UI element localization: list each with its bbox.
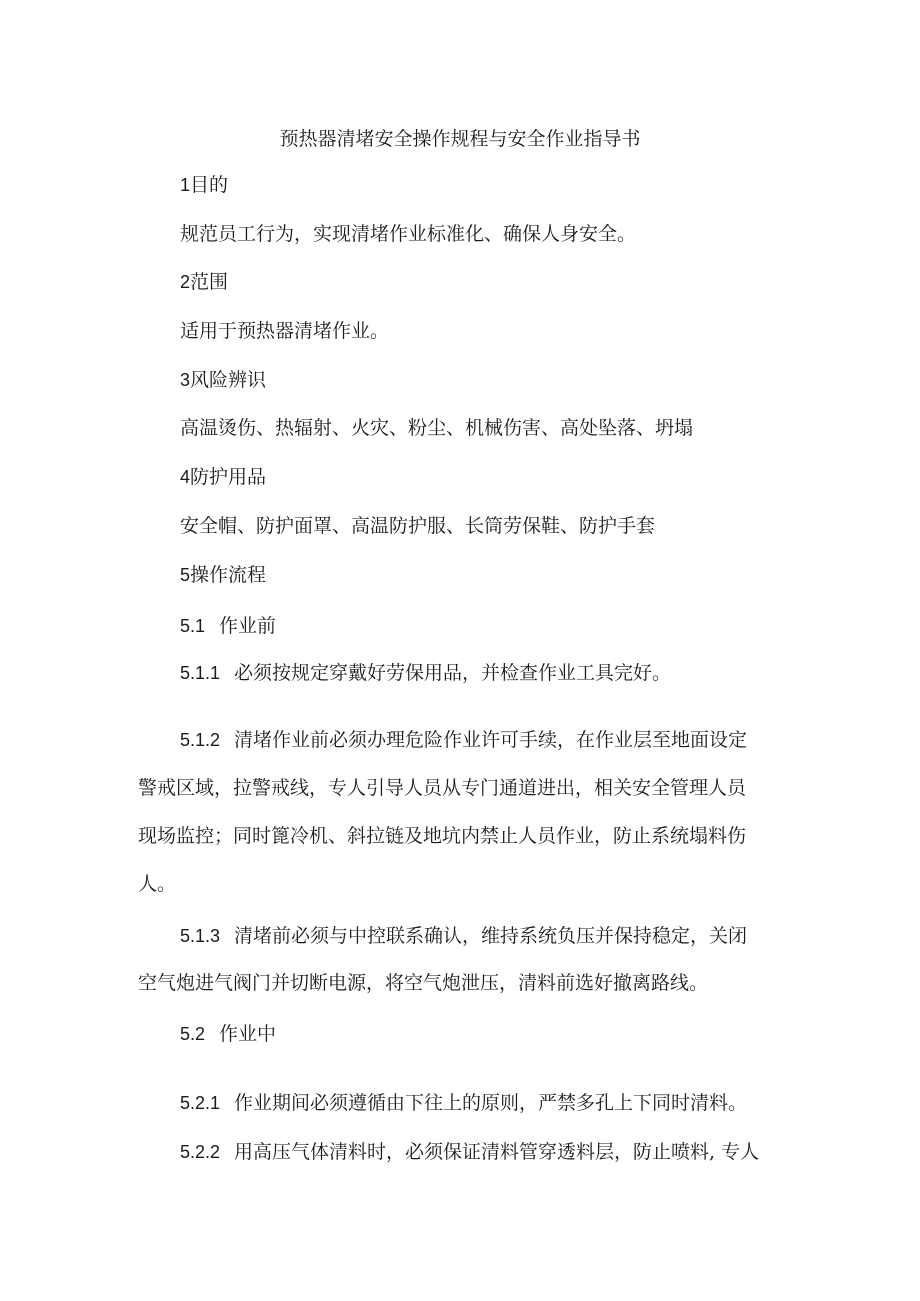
clause-number: 5.1.2 <box>180 730 221 750</box>
section-number: 5.2 <box>180 1024 206 1044</box>
section-heading-text: 风险辨识 <box>190 369 267 391</box>
section-4-heading <box>180 465 266 489</box>
clause-5-2-2 <box>180 1140 759 1164</box>
clause-5-1-2-line-2: 警戒区域，拉警戒线，专人引导人员从专门通道进出，相关安全管理人员 <box>138 777 747 799</box>
section-heading-text: 操作流程 <box>190 564 267 586</box>
clause-5-1-2-line-1 <box>180 728 747 752</box>
section-heading-text: 范围 <box>190 271 229 293</box>
clause-5-1-1 <box>180 661 671 685</box>
section-2-heading <box>180 270 228 294</box>
section-number: 5.1 <box>180 616 206 636</box>
clause-text: 清堵作业前必须办理危险作业许可手续，在作业层至地面设定 <box>234 729 748 751</box>
clause-number: 5.1.3 <box>180 926 221 946</box>
section-number: 3 <box>180 370 191 390</box>
clause-5-1-3-line-2: 空气炮进气阀门并切断电源，将空气炮泄压，清料前选好撤离路线。 <box>138 972 709 994</box>
subsection-5-2-heading <box>180 1022 276 1046</box>
clause-number: 5.2.2 <box>180 1142 221 1162</box>
clause-5-1-2-line-3: 现场监控；同时篦冷机、斜拉链及地坑内禁止人员作业，防止系统塌料伤 <box>138 825 747 847</box>
clause-text: 清堵前必须与中控联系确认，维持系统负压并保持稳定，关闭 <box>234 925 748 947</box>
clause-5-2-1 <box>180 1091 747 1115</box>
section-number: 5 <box>180 565 191 585</box>
section-2-text: 适用于预热器清堵作业。 <box>180 320 390 342</box>
section-heading-text: 作业前 <box>219 615 277 637</box>
clause-text: 必须按规定穿戴好劳保用品，并检查作业工具完好。 <box>234 662 672 684</box>
clause-text: 作业期间必须遵循由下往上的原则，严禁多孔上下同时清料。 <box>234 1092 748 1114</box>
section-heading-text: 防护用品 <box>190 466 267 488</box>
section-heading-text: 目的 <box>190 174 229 196</box>
section-1-heading <box>180 173 228 197</box>
clause-number: 5.1.1 <box>180 663 221 683</box>
section-3-heading <box>180 368 266 392</box>
clause-5-1-3-line-1 <box>180 924 747 948</box>
section-1-text: 规范员工行为，实现清堵作业标准化、确保人身安全。 <box>180 223 637 245</box>
section-3-text: 高温烫伤、热辐射、火灾、粉尘、机械伤害、高处坠落、坍塌 <box>180 417 694 439</box>
clause-number: 5.2.1 <box>180 1093 221 1113</box>
clause-5-1-2-line-4: 人。 <box>138 873 177 895</box>
section-5-heading <box>180 563 266 587</box>
section-4-text: 安全帽、防护面罩、高温防护服、长筒劳保鞋、防护手套 <box>180 515 656 537</box>
subsection-5-1-heading <box>180 614 276 638</box>
section-number: 2 <box>180 272 191 292</box>
section-number: 1 <box>180 175 191 195</box>
document-title: 预热器清堵安全操作规程与安全作业指导书 <box>279 128 641 150</box>
clause-text: 用高压气体清料时，必须保证清料管穿透料层，防止喷料, 专人 <box>234 1141 760 1163</box>
section-number: 4 <box>180 467 191 487</box>
section-heading-text: 作业中 <box>219 1023 277 1045</box>
